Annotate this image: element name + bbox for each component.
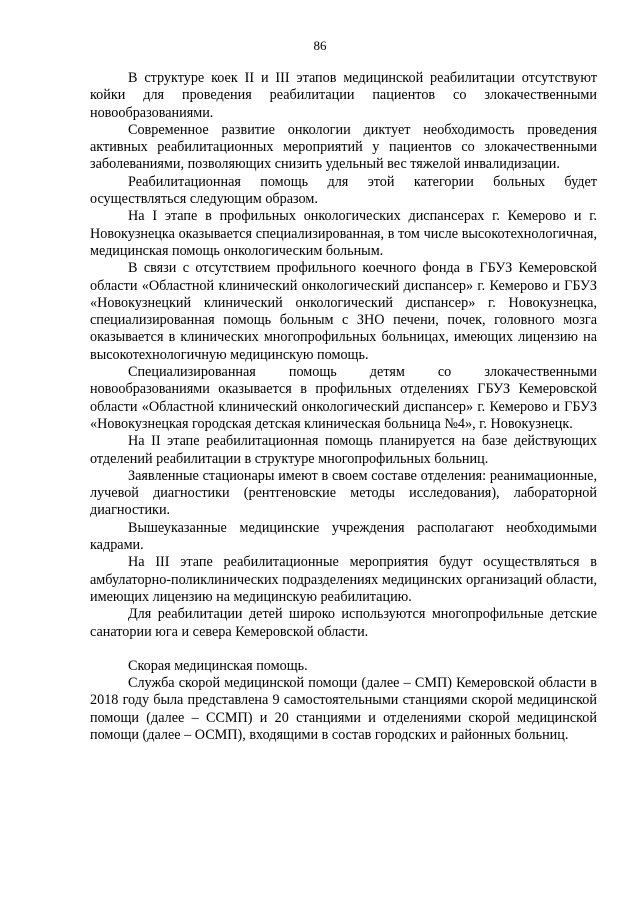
paragraph: На II этапе реабилитационная помощь планируется на базе действующих отделений реабилитации в структуре многопрофильных больниц.	[90, 433, 597, 467]
paragraph: В структуре коек II и III этапов медицинской реабилитации отсутствуют койки для проведения реабилитации пациентов со злокачественными новообразованиями.	[90, 70, 597, 121]
paragraph: Реабилитационная помощь для этой категории больных будет осуществляться следующим образом.	[90, 173, 597, 208]
paragraph: Специализированная помощь детям со злокачественными новообразованиями оказывается в профильных отделениях ГБУЗ Кемеровской области «Областной клинический онкологический диспансер» г. Кемерово и ГБУЗ «Новокузнецкая городская детская клиническая больница №4», г. Новокузнецк.	[90, 364, 597, 432]
paragraph: На III этапе реабилитационные мероприятия будут осуществляться в амбулаторно-поликлинических подразделениях медицинских организаций области, имеющих лицензию на медицинскую реабилитацию.	[90, 554, 597, 605]
paragraph: Заявленные стационары имеют в своем составе отделения: реанимационные, лучевой диагностики (рентгеновские методы исследования), лабораторной диагностики.	[90, 467, 597, 519]
paragraph: Служба скорой медицинской помощи (далее – СМП) Кемеровской области в 2018 году была представлена 9 самостоятельными станциями скорой медицинской помощи (далее – ССМП) и 20 станциями и отделениями скорой медицинской помощи (далее – ОСМП), входящими в состав городских и районных больниц.	[90, 675, 597, 743]
section-heading: Скорая медицинская помощь.	[128, 657, 308, 674]
paragraph: Для реабилитации детей широко используются многопрофильные детские санатории юга и севера Кемеровской области.	[90, 606, 597, 640]
paragraph: На I этапе в профильных онкологических диспансерах г. Кемерово и г. Новокузнецка оказывается специализированная, в том числе высокотехнологичная, медицинская помощь онкологическим больным.	[90, 208, 597, 259]
document-body	[90, 70, 597, 744]
page-number: 86	[313, 38, 327, 53]
paragraph: Вышеуказанные медицинские учреждения располагают необходимыми кадрами.	[90, 519, 597, 554]
paragraph: В связи с отсутствием профильного коечного фонда в ГБУЗ Кемеровской области «Областной клинический онкологический диспансер» г. Кемерово и ГБУЗ «Новокузнецкий клинический онкологический диспансер» г. Новокузнецка, специализированная помощь больным с ЗНО печени, почек, головного мозга оказывается в клинических многопрофильных больницах, имеющих лицензию на высокотехнологичную медицинскую помощь.	[90, 260, 597, 363]
paragraph: Современное развитие онкологии диктует необходимость проведения активных реабилитационных мероприятий у пациентов со злокачественными заболеваниями, позволяющих снизить удельный вес тяжелой инвалидизации.	[90, 121, 597, 173]
